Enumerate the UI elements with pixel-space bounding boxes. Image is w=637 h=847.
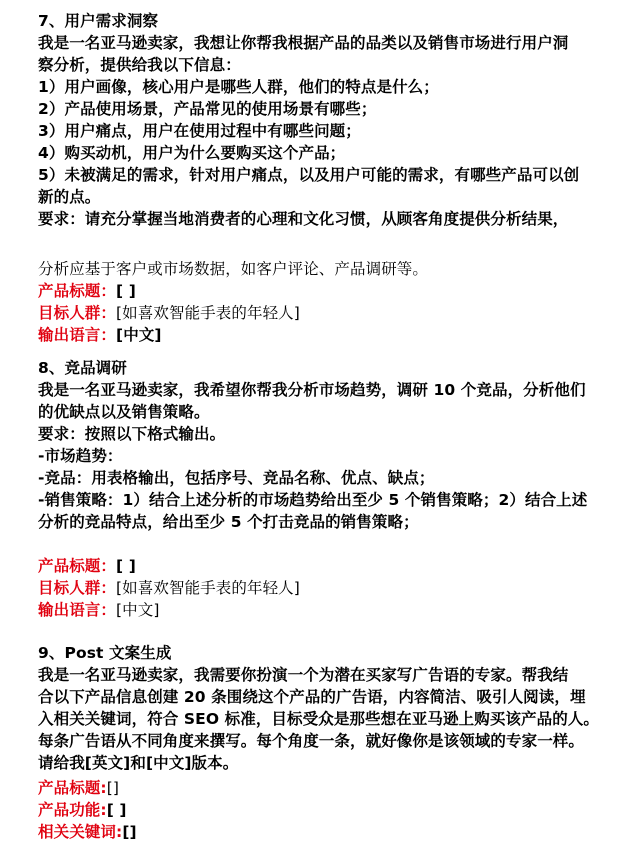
body-line: -竞品：用表格输出，包括序号、竞品名称、优点、缺点；: [38, 469, 435, 487]
body-line: 要求：请充分掌握当地消费者的心理和文化习惯，从顾客角度提供分析结果，: [38, 210, 569, 228]
field-value: [中文]: [116, 326, 162, 344]
body-line: -市场趋势：: [38, 447, 123, 465]
body-line: 请给我[英文]和[中文]版本。: [38, 754, 239, 772]
body-line: 我是一名亚马逊卖家，我需要你扮演一个为潜在买家写广告语的专家。帮我结: [38, 666, 569, 684]
field-value: [ ]: [116, 557, 136, 575]
field-label: 产品标题：: [38, 557, 117, 575]
field-row: [38, 777, 608, 799]
note-line: 分析应基于客户或市场数据，如客户评论、产品调研等。: [38, 260, 429, 278]
body-line: 每条广告语从不同角度来撰写。每个角度一条，就好像你是该领域的专家一样。: [38, 732, 585, 750]
body-line: 分析的竞品特点，给出至少 5 个打击竞品的销售策略；: [38, 513, 419, 531]
body-line: 新的点。: [38, 188, 101, 206]
field-label: 目标人群：: [38, 304, 117, 322]
section-heading: 7、用户需求洞察: [38, 12, 159, 30]
body-line: 5）未被满足的需求，针对用户痛点，以及用户可能的需求，有哪些产品可以创: [38, 166, 580, 184]
field-value: [中文]: [116, 601, 160, 619]
section-heading: 9、Post 文案生成: [38, 644, 172, 662]
body-line: 3）用户痛点，用户在使用过程中有哪些问题；: [38, 122, 361, 140]
body-line: 要求：按照以下格式输出。: [38, 425, 226, 443]
field-label: 相关关键词:: [38, 823, 123, 841]
field-label: 目标人群：: [38, 579, 117, 597]
field-row: [38, 821, 608, 843]
field-label: 输出语言：: [38, 601, 117, 619]
body-line: 合以下产品信息创建 20 条围绕这个产品的广告语，内容简洁、吸引人阅读，埋: [38, 688, 586, 706]
field-value: []: [122, 823, 137, 841]
section-heading: 8、竞品调研: [38, 359, 127, 377]
field-row: [38, 555, 608, 577]
field-value: [ ]: [116, 282, 136, 300]
body-line: 入相关关键词，符合 SEO 标准，目标受众是那些想在亚马逊上购买该产品的人。: [38, 710, 600, 728]
field-value: [如喜欢智能手表的年轻人]: [116, 579, 300, 597]
field-label: 输出语言：: [38, 326, 117, 344]
body-line: 察分析，提供给我以下信息：: [38, 56, 241, 74]
body-line: 我是一名亚马逊卖家，我想让你帮我根据产品的品类以及销售市场进行用户洞: [38, 34, 569, 52]
field-value: []: [106, 779, 119, 797]
field-label: 产品标题:: [38, 779, 107, 797]
field-row: [38, 599, 608, 621]
field-label: 产品标题：: [38, 282, 117, 300]
body-line: 我是一名亚马逊卖家，我希望你帮我分析市场趋势，调研 10 个竞品，分析他们: [38, 381, 586, 399]
field-label: 产品功能:: [38, 801, 107, 819]
field-row: [38, 302, 608, 324]
field-value: [ ]: [106, 801, 127, 819]
field-row: [38, 799, 608, 821]
body-line: -销售策略：1）结合上述分析的市场趋势给出至少 5 个销售策略；2）结合上述: [38, 491, 588, 509]
field-row: [38, 577, 608, 599]
body-line: 2）产品使用场景，产品常见的使用场景有哪些；: [38, 100, 377, 118]
body-line: 的优缺点以及销售策略。: [38, 403, 210, 421]
field-row: [38, 280, 608, 302]
body-line: 1）用户画像，核心用户是哪些人群，他们的特点是什么；: [38, 78, 439, 96]
field-value: [如喜欢智能手表的年轻人]: [116, 304, 300, 322]
field-row: [38, 324, 608, 346]
body-line: 4）购买动机，用户为什么要购买这个产品；: [38, 144, 346, 162]
